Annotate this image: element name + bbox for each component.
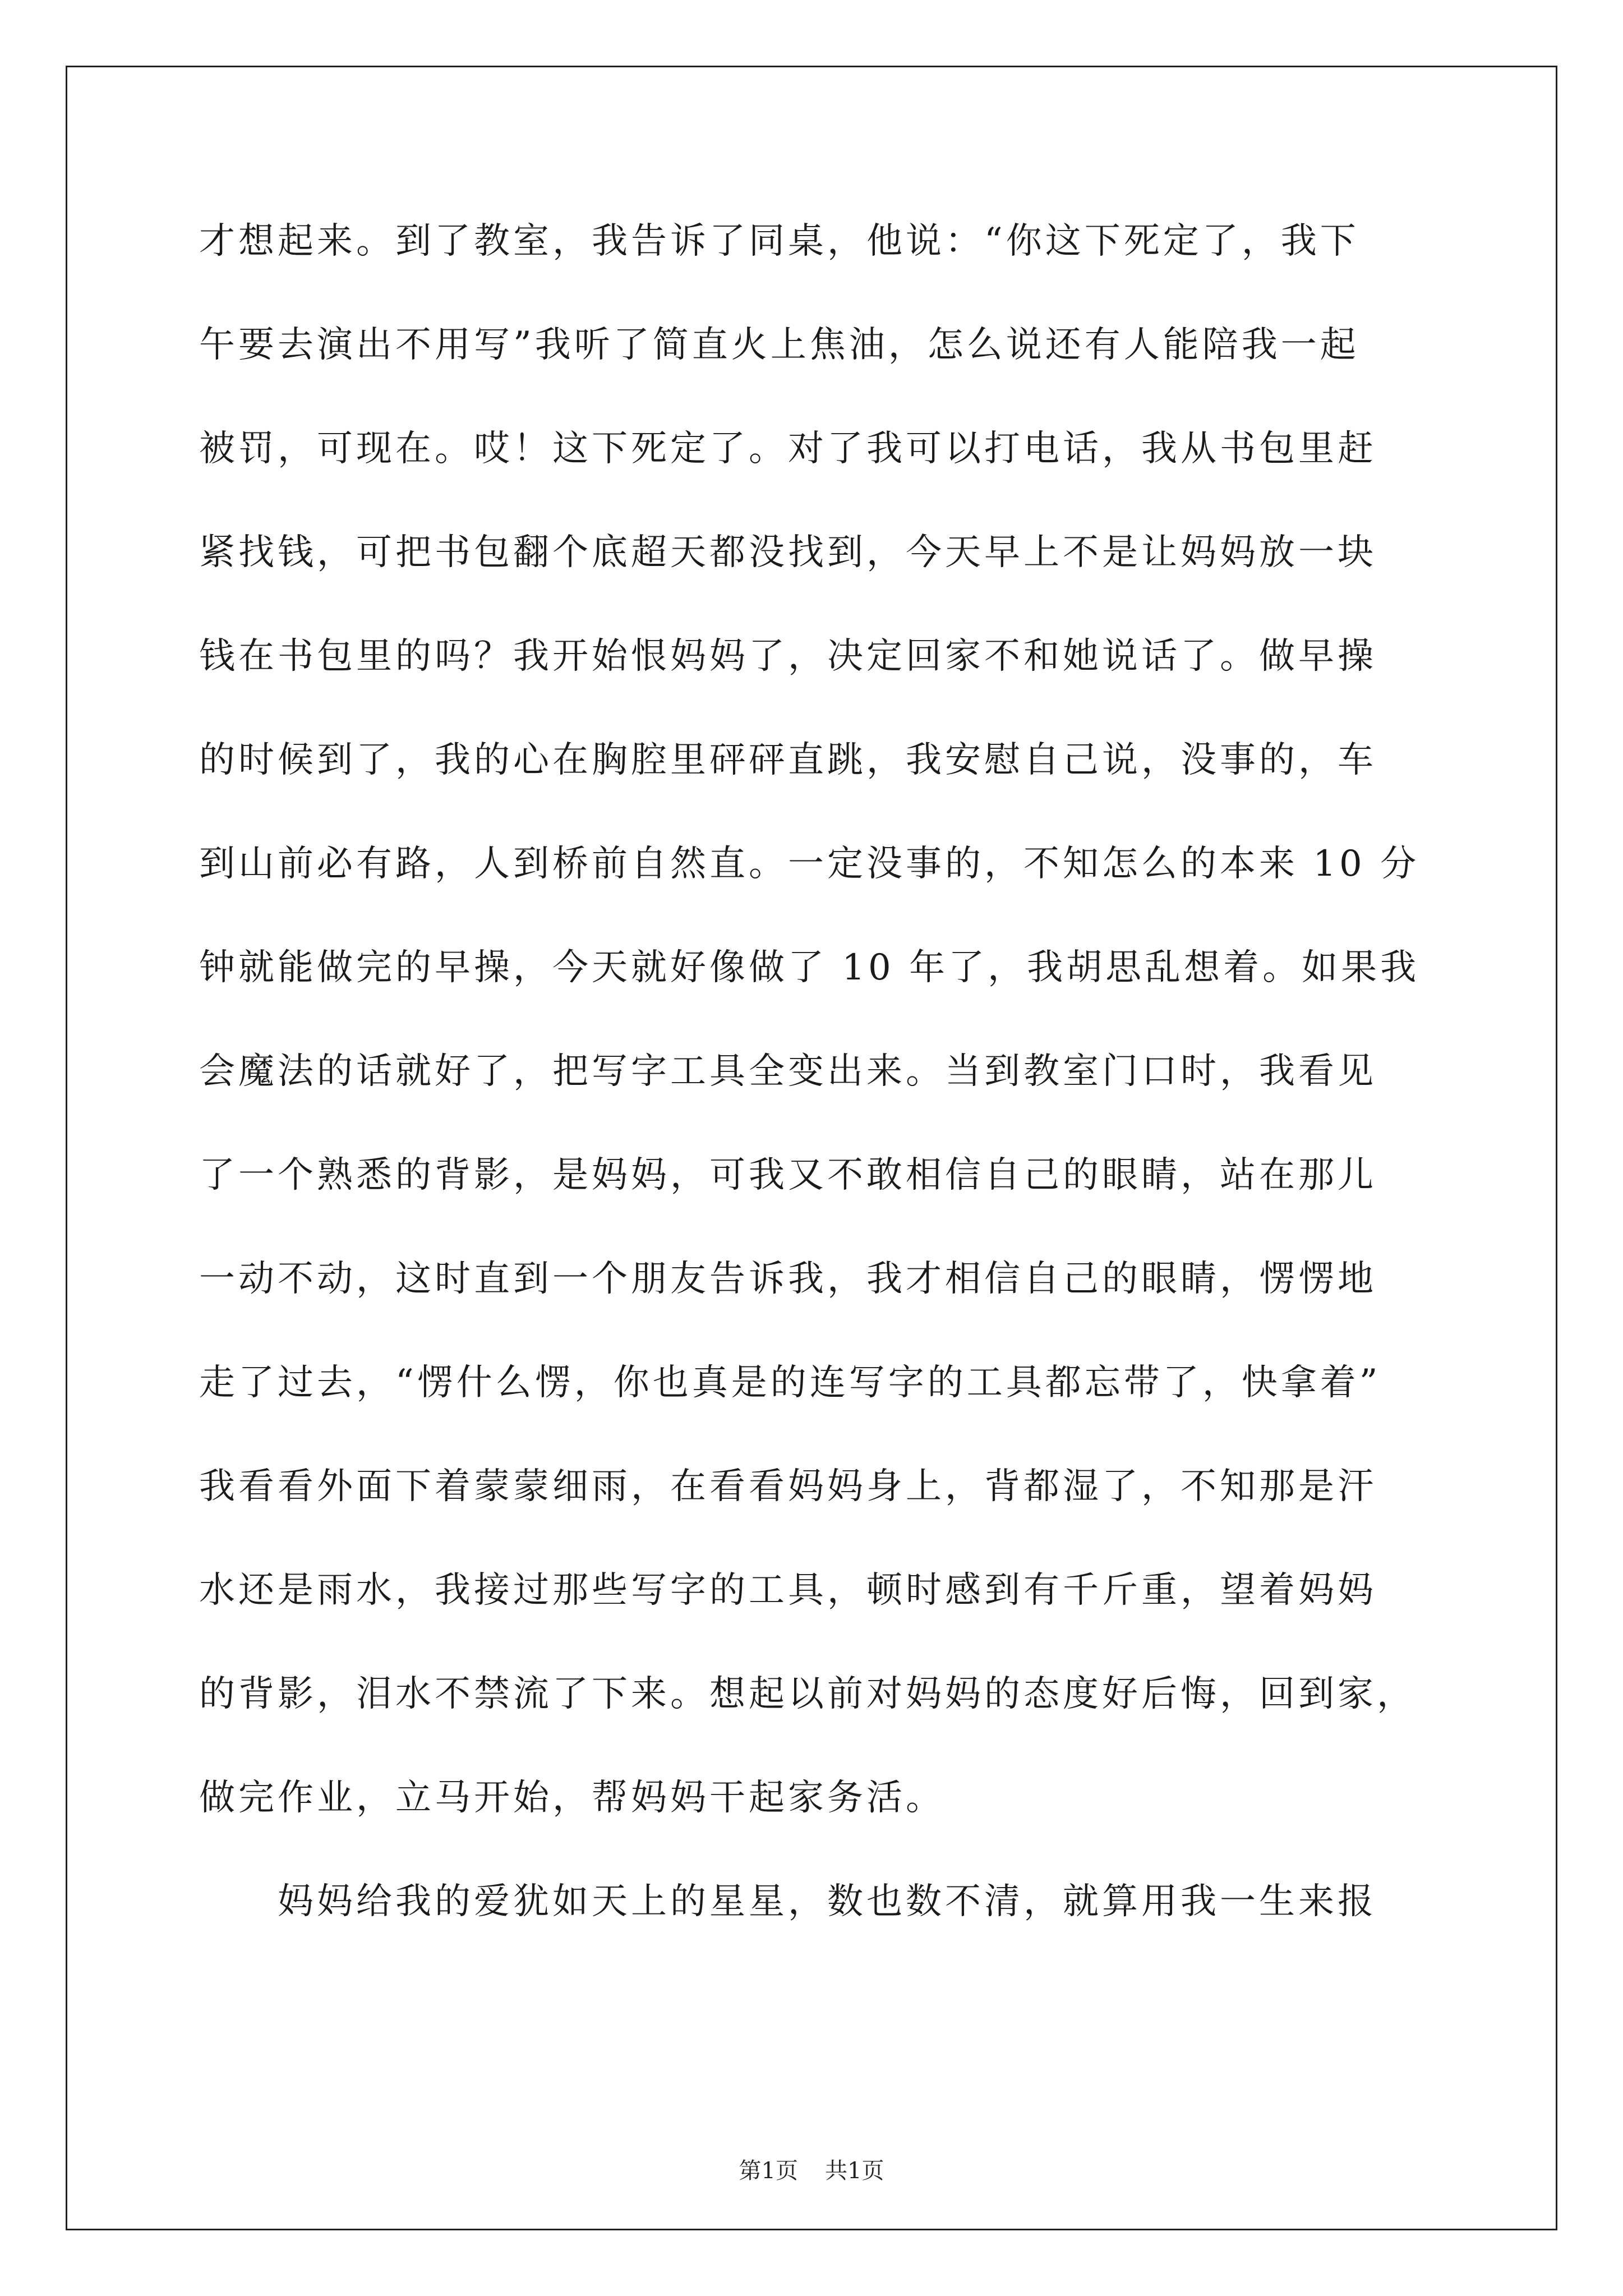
text-line: 钱在书包里的吗？我开始恨妈妈了，决定回家不和她说话了。做早操: [199, 636, 1377, 677]
text-line: 的背影，泪水不禁流了下来。想起以前对妈妈的态度好后悔，回到家，: [199, 1673, 1416, 1715]
text-line: 紧找钱，可把书包翻个底超天都没找到，今天早上不是让妈妈放一块: [199, 532, 1377, 573]
text-line: 的时候到了，我的心在胸腔里砰砰直跳，我安慰自己说，没事的，车: [199, 739, 1377, 781]
page-footer: [0, 2153, 1623, 2185]
paragraph-start-line: 妈妈给我的爱犹如天上的星星，数也数不清，就算用我一生来报: [278, 1881, 1377, 1922]
text-line: 才想起来。到了教室，我告诉了同桌，他说：“你这下死定了，我下: [199, 220, 1359, 262]
text-line: 一动不动，这时直到一个朋友告诉我，我才相信自己的眼睛，愣愣地: [199, 1258, 1377, 1300]
page-number: 第1页: [739, 2158, 798, 2184]
page-total: 共1页: [825, 2158, 884, 2184]
text-line: 会魔法的话就好了，把写字工具全变出来。当到教室门口时，我看见: [199, 1051, 1377, 1092]
text-line: 走了过去，“愣什么愣，你也真是的连写字的工具都忘带了，快拿着”: [199, 1362, 1381, 1404]
document-body: [199, 208, 1433, 1972]
text-line: 钟就能做完的早操，今天就好像做了 10 年了，我胡思乱想着。如果我: [199, 947, 1420, 988]
text-line: 午要去演出不用写”我听了简直火上焦油，怎么说还有人能陪我一起: [199, 324, 1359, 366]
text-line: 做完作业，立马开始，帮妈妈干起家务活。: [199, 1777, 945, 1819]
text-line: 我看看外面下着蒙蒙细雨，在看看妈妈身上，背都湿了，不知那是汗: [199, 1466, 1377, 1507]
text-line: 被罚，可现在。哎！这下死定了。对了我可以打电话，我从书包里赶: [199, 428, 1377, 470]
text-line: 到山前必有路，人到桥前自然直。一定没事的，不知怎么的本来 10 分: [199, 843, 1420, 885]
text-line: 水还是雨水，我接过那些写字的工具，顿时感到有千斤重，望着妈妈: [199, 1570, 1377, 1611]
text-line: 了一个熟悉的背影，是妈妈，可我又不敢相信自己的眼睛，站在那儿: [199, 1154, 1377, 1196]
